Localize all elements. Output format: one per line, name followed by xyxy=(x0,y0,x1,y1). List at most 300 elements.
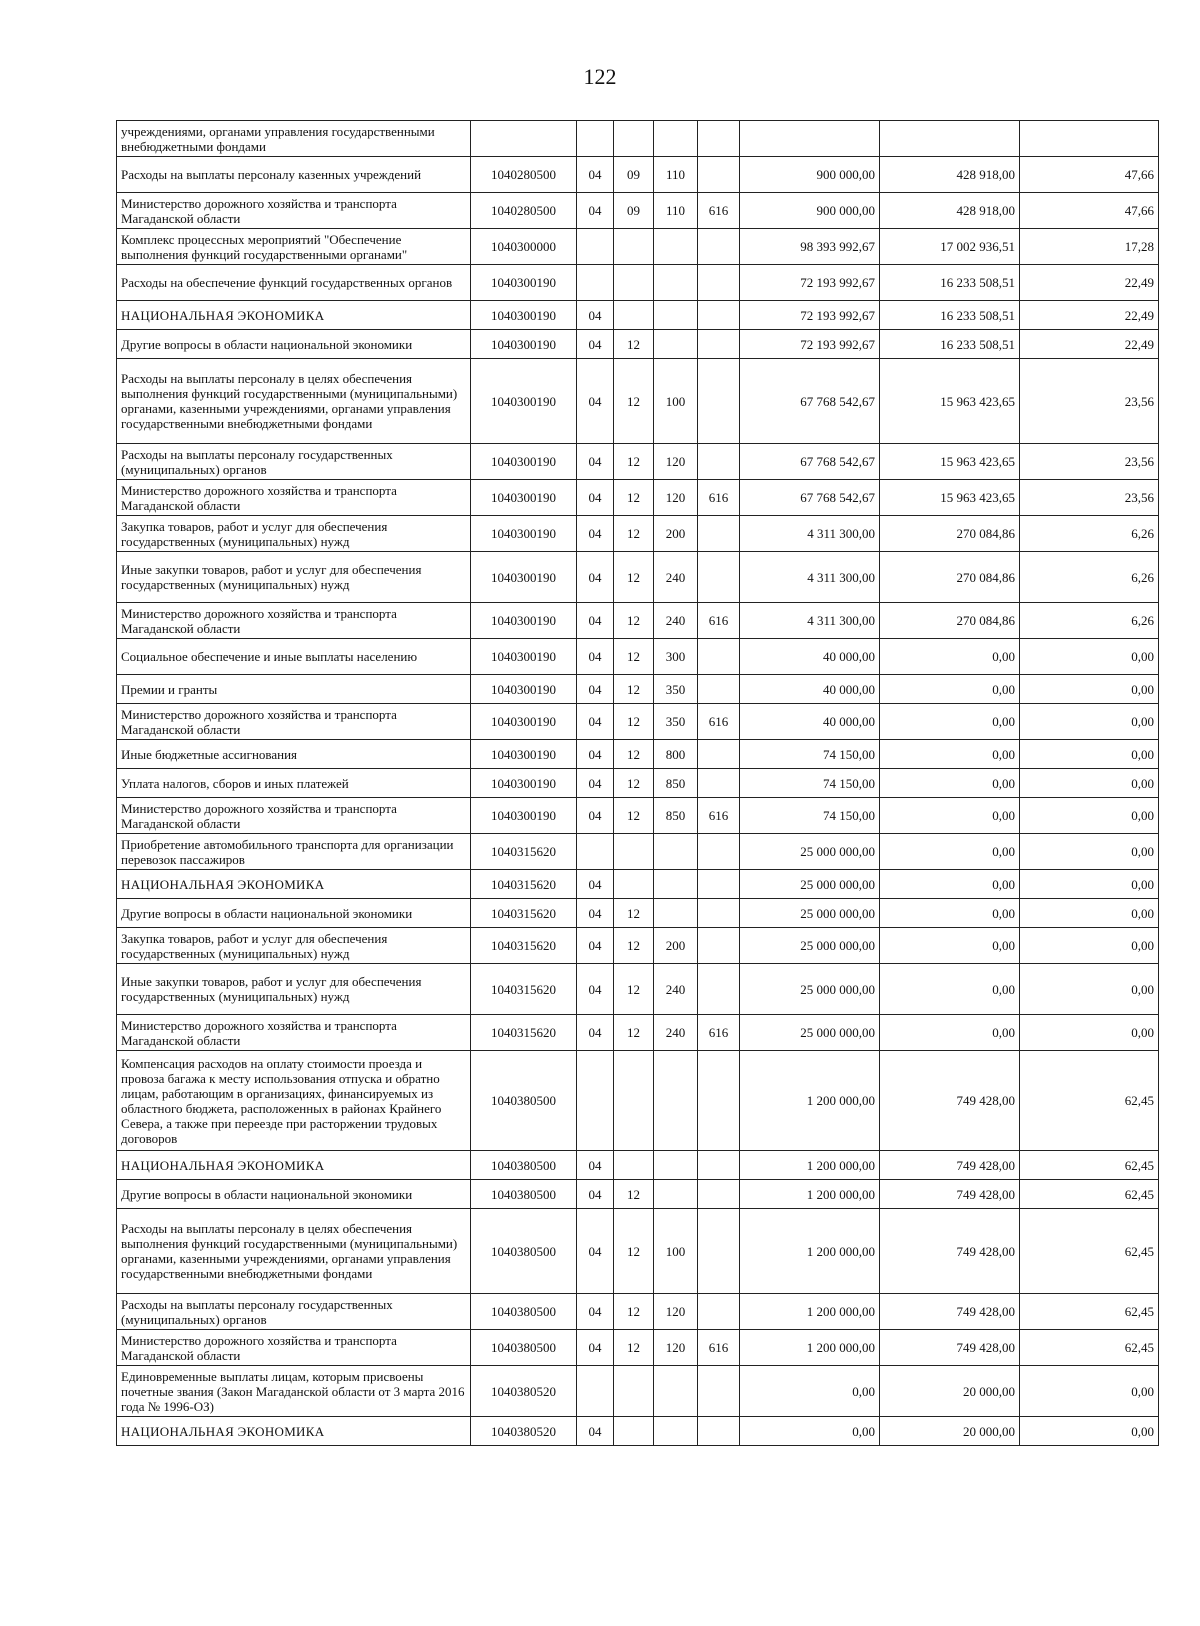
row-actual-amount: 0,00 xyxy=(880,870,1020,899)
row-subsection: 12 xyxy=(614,928,654,964)
row-expense-type: 120 xyxy=(654,1294,698,1330)
row-subsection: 09 xyxy=(614,157,654,193)
row-admin-code xyxy=(698,769,740,798)
row-subsection: 12 xyxy=(614,899,654,928)
table-row xyxy=(117,899,1159,928)
table-row xyxy=(117,480,1159,516)
row-subsection: 12 xyxy=(614,1015,654,1051)
row-plan-amount: 25 000 000,00 xyxy=(740,899,880,928)
row-plan-amount: 25 000 000,00 xyxy=(740,964,880,1015)
row-admin-code: 616 xyxy=(698,704,740,740)
row-actual-amount: 15 963 423,65 xyxy=(880,359,1020,444)
row-name: Расходы на выплаты персоналу в целях обеспечения выполнения функций государственными (муниципальными) органами, казенными учреждениями, органами управления государственными внебюджетными фондами xyxy=(117,359,471,444)
row-admin-code xyxy=(698,740,740,769)
table-row xyxy=(117,740,1159,769)
row-plan-amount: 25 000 000,00 xyxy=(740,834,880,870)
row-name: Комплекс процессных мероприятий "Обеспечение выполнения функций государственными органами" xyxy=(117,229,471,265)
row-code: 1040315620 xyxy=(471,899,577,928)
row-percent: 62,45 xyxy=(1020,1180,1159,1209)
row-percent: 0,00 xyxy=(1020,639,1159,675)
row-admin-code xyxy=(698,552,740,603)
row-plan-amount: 1 200 000,00 xyxy=(740,1330,880,1366)
table-row xyxy=(117,265,1159,301)
row-expense-type xyxy=(654,1151,698,1180)
table-row xyxy=(117,769,1159,798)
row-admin-code xyxy=(698,301,740,330)
row-expense-type: 200 xyxy=(654,516,698,552)
row-subsection xyxy=(614,870,654,899)
row-name: Другие вопросы в области национальной экономики xyxy=(117,330,471,359)
row-plan-amount: 67 768 542,67 xyxy=(740,444,880,480)
row-admin-code xyxy=(698,157,740,193)
row-plan-amount: 0,00 xyxy=(740,1366,880,1417)
row-section: 04 xyxy=(577,870,614,899)
row-subsection xyxy=(614,1151,654,1180)
row-actual-amount: 16 233 508,51 xyxy=(880,330,1020,359)
row-percent: 6,26 xyxy=(1020,552,1159,603)
row-percent: 62,45 xyxy=(1020,1294,1159,1330)
row-actual-amount: 0,00 xyxy=(880,928,1020,964)
row-actual-amount: 0,00 xyxy=(880,740,1020,769)
row-section: 04 xyxy=(577,1294,614,1330)
row-subsection xyxy=(614,834,654,870)
row-admin-code xyxy=(698,639,740,675)
row-expense-type: 300 xyxy=(654,639,698,675)
row-code: 1040300190 xyxy=(471,301,577,330)
row-code: 1040300190 xyxy=(471,639,577,675)
row-plan-amount: 98 393 992,67 xyxy=(740,229,880,265)
row-admin-code xyxy=(698,1180,740,1209)
table-row xyxy=(117,1417,1159,1446)
row-section xyxy=(577,229,614,265)
row-plan-amount: 74 150,00 xyxy=(740,769,880,798)
row-plan-amount: 900 000,00 xyxy=(740,157,880,193)
row-name: Министерство дорожного хозяйства и транспорта Магаданской области xyxy=(117,798,471,834)
row-code: 1040280500 xyxy=(471,157,577,193)
row-actual-amount: 17 002 936,51 xyxy=(880,229,1020,265)
row-plan-amount: 72 193 992,67 xyxy=(740,301,880,330)
row-percent: 23,56 xyxy=(1020,359,1159,444)
row-percent: 0,00 xyxy=(1020,899,1159,928)
row-percent: 6,26 xyxy=(1020,516,1159,552)
row-plan-amount: 4 311 300,00 xyxy=(740,516,880,552)
row-code: 1040300190 xyxy=(471,552,577,603)
row-actual-amount: 428 918,00 xyxy=(880,193,1020,229)
row-section: 04 xyxy=(577,1209,614,1294)
row-section: 04 xyxy=(577,964,614,1015)
row-expense-type: 100 xyxy=(654,1209,698,1294)
row-code: 1040380500 xyxy=(471,1151,577,1180)
row-name: Иные закупки товаров, работ и услуг для обеспечения государственных (муниципальных) нужд xyxy=(117,964,471,1015)
row-name: Единовременные выплаты лицам, которым присвоены почетные звания (Закон Магаданской области от 3 марта 2016 года № 1996-ОЗ) xyxy=(117,1366,471,1417)
row-expense-type xyxy=(654,1417,698,1446)
row-admin-code xyxy=(698,265,740,301)
row-expense-type xyxy=(654,265,698,301)
row-name: НАЦИОНАЛЬНАЯ ЭКОНОМИКА xyxy=(117,1417,471,1446)
row-expense-type xyxy=(654,870,698,899)
row-code: 1040300190 xyxy=(471,769,577,798)
row-plan-amount: 900 000,00 xyxy=(740,193,880,229)
row-name: Расходы на выплаты персоналу в целях обеспечения выполнения функций государственными (муниципальными) органами, казенными учреждениями, органами управления государственными внебюджетными фондами xyxy=(117,1209,471,1294)
table-row xyxy=(117,516,1159,552)
row-percent: 22,49 xyxy=(1020,265,1159,301)
row-percent: 0,00 xyxy=(1020,1366,1159,1417)
row-percent: 0,00 xyxy=(1020,964,1159,1015)
row-percent: 0,00 xyxy=(1020,704,1159,740)
row-expense-type: 350 xyxy=(654,675,698,704)
page-number: 122 xyxy=(583,64,617,89)
row-subsection: 12 xyxy=(614,330,654,359)
row-percent: 62,45 xyxy=(1020,1209,1159,1294)
row-admin-code xyxy=(698,359,740,444)
table-row xyxy=(117,1015,1159,1051)
row-actual-amount: 749 428,00 xyxy=(880,1051,1020,1151)
row-subsection: 12 xyxy=(614,1294,654,1330)
row-code: 1040300190 xyxy=(471,265,577,301)
row-actual-amount: 0,00 xyxy=(880,675,1020,704)
row-actual-amount: 270 084,86 xyxy=(880,516,1020,552)
row-admin-code xyxy=(698,330,740,359)
row-name: Уплата налогов, сборов и иных платежей xyxy=(117,769,471,798)
row-expense-type: 110 xyxy=(654,157,698,193)
row-section: 04 xyxy=(577,769,614,798)
row-expense-type xyxy=(654,330,698,359)
row-code: 1040315620 xyxy=(471,964,577,1015)
row-section: 04 xyxy=(577,516,614,552)
row-name: НАЦИОНАЛЬНАЯ ЭКОНОМИКА xyxy=(117,1151,471,1180)
row-subsection: 09 xyxy=(614,193,654,229)
table-row xyxy=(117,229,1159,265)
row-actual-amount: 0,00 xyxy=(880,704,1020,740)
row-expense-type: 120 xyxy=(654,480,698,516)
row-admin-code xyxy=(698,229,740,265)
row-subsection: 12 xyxy=(614,1209,654,1294)
row-section xyxy=(577,265,614,301)
row-percent: 0,00 xyxy=(1020,675,1159,704)
row-section: 04 xyxy=(577,301,614,330)
row-subsection: 12 xyxy=(614,964,654,1015)
row-percent: 47,66 xyxy=(1020,193,1159,229)
table-row xyxy=(117,834,1159,870)
row-percent: 47,66 xyxy=(1020,157,1159,193)
row-percent: 22,49 xyxy=(1020,330,1159,359)
row-percent xyxy=(1020,121,1159,157)
row-actual-amount: 0,00 xyxy=(880,798,1020,834)
row-admin-code xyxy=(698,444,740,480)
row-actual-amount: 749 428,00 xyxy=(880,1330,1020,1366)
row-code: 1040315620 xyxy=(471,1015,577,1051)
row-section: 04 xyxy=(577,1417,614,1446)
table-row xyxy=(117,301,1159,330)
row-percent: 0,00 xyxy=(1020,798,1159,834)
row-expense-type: 240 xyxy=(654,603,698,639)
row-section xyxy=(577,834,614,870)
row-expense-type xyxy=(654,899,698,928)
row-expense-type xyxy=(654,834,698,870)
table-row xyxy=(117,870,1159,899)
row-code: 1040280500 xyxy=(471,193,577,229)
row-percent: 0,00 xyxy=(1020,740,1159,769)
row-admin-code xyxy=(698,870,740,899)
row-actual-amount: 0,00 xyxy=(880,834,1020,870)
row-actual-amount: 0,00 xyxy=(880,899,1020,928)
row-expense-type: 200 xyxy=(654,928,698,964)
row-percent: 0,00 xyxy=(1020,870,1159,899)
row-name: Другие вопросы в области национальной экономики xyxy=(117,1180,471,1209)
row-plan-amount: 1 200 000,00 xyxy=(740,1294,880,1330)
row-percent: 0,00 xyxy=(1020,1015,1159,1051)
row-percent: 62,45 xyxy=(1020,1330,1159,1366)
row-name: Закупка товаров, работ и услуг для обеспечения государственных (муниципальных) нужд xyxy=(117,516,471,552)
row-section: 04 xyxy=(577,639,614,675)
row-actual-amount: 20 000,00 xyxy=(880,1417,1020,1446)
row-admin-code xyxy=(698,1294,740,1330)
row-expense-type: 240 xyxy=(654,964,698,1015)
row-actual-amount: 428 918,00 xyxy=(880,157,1020,193)
row-actual-amount: 749 428,00 xyxy=(880,1180,1020,1209)
row-expense-type xyxy=(654,1180,698,1209)
row-subsection xyxy=(614,1366,654,1417)
row-plan-amount: 1 200 000,00 xyxy=(740,1180,880,1209)
row-actual-amount: 16 233 508,51 xyxy=(880,301,1020,330)
table-row xyxy=(117,964,1159,1015)
row-name: Компенсация расходов на оплату стоимости проезда и провоза багажа к месту использования отпуска и обратно лицам, работающим в организациях, финансируемых из областного бюджета, расположенных в районах Крайнего Севера, а также при переезде при расторжении трудовых договоров xyxy=(117,1051,471,1151)
row-actual-amount: 15 963 423,65 xyxy=(880,480,1020,516)
table-row xyxy=(117,603,1159,639)
row-code: 1040315620 xyxy=(471,928,577,964)
row-name: Министерство дорожного хозяйства и транспорта Магаданской области xyxy=(117,704,471,740)
row-subsection xyxy=(614,121,654,157)
row-name: учреждениями, органами управления государственными внебюджетными фондами xyxy=(117,121,471,157)
row-expense-type: 850 xyxy=(654,798,698,834)
row-section xyxy=(577,121,614,157)
row-name: Расходы на обеспечение функций государственных органов xyxy=(117,265,471,301)
row-actual-amount: 0,00 xyxy=(880,769,1020,798)
row-expense-type: 240 xyxy=(654,1015,698,1051)
row-name: Иные бюджетные ассигнования xyxy=(117,740,471,769)
row-code: 1040300190 xyxy=(471,444,577,480)
row-expense-type xyxy=(654,121,698,157)
row-admin-code xyxy=(698,964,740,1015)
row-subsection xyxy=(614,1051,654,1151)
row-name: Министерство дорожного хозяйства и транспорта Магаданской области xyxy=(117,1015,471,1051)
row-plan-amount: 40 000,00 xyxy=(740,639,880,675)
row-percent: 17,28 xyxy=(1020,229,1159,265)
row-subsection: 12 xyxy=(614,675,654,704)
row-code: 1040315620 xyxy=(471,870,577,899)
row-actual-amount: 20 000,00 xyxy=(880,1366,1020,1417)
row-subsection: 12 xyxy=(614,1330,654,1366)
row-code: 1040300190 xyxy=(471,359,577,444)
row-expense-type: 120 xyxy=(654,444,698,480)
row-code: 1040380500 xyxy=(471,1330,577,1366)
row-plan-amount: 74 150,00 xyxy=(740,798,880,834)
table-row xyxy=(117,1151,1159,1180)
table-row xyxy=(117,330,1159,359)
row-admin-code: 616 xyxy=(698,798,740,834)
row-plan-amount: 25 000 000,00 xyxy=(740,928,880,964)
row-plan-amount: 40 000,00 xyxy=(740,704,880,740)
row-actual-amount: 15 963 423,65 xyxy=(880,444,1020,480)
row-subsection xyxy=(614,301,654,330)
row-admin-code xyxy=(698,1051,740,1151)
row-name: Социальное обеспечение и иные выплаты населению xyxy=(117,639,471,675)
row-code: 1040300190 xyxy=(471,516,577,552)
row-plan-amount xyxy=(740,121,880,157)
row-percent: 22,49 xyxy=(1020,301,1159,330)
row-name: Министерство дорожного хозяйства и транспорта Магаданской области xyxy=(117,603,471,639)
row-subsection: 12 xyxy=(614,359,654,444)
table-row xyxy=(117,1209,1159,1294)
row-actual-amount: 270 084,86 xyxy=(880,603,1020,639)
table-row xyxy=(117,359,1159,444)
row-code: 1040300190 xyxy=(471,330,577,359)
row-name: Расходы на выплаты персоналу государственных (муниципальных) органов xyxy=(117,1294,471,1330)
row-name: Министерство дорожного хозяйства и транспорта Магаданской области xyxy=(117,193,471,229)
row-name: Расходы на выплаты персоналу государственных (муниципальных) органов xyxy=(117,444,471,480)
row-expense-type: 350 xyxy=(654,704,698,740)
row-percent: 23,56 xyxy=(1020,480,1159,516)
row-code xyxy=(471,121,577,157)
table-row xyxy=(117,675,1159,704)
row-subsection: 12 xyxy=(614,480,654,516)
row-section: 04 xyxy=(577,675,614,704)
row-admin-code xyxy=(698,834,740,870)
row-admin-code xyxy=(698,1366,740,1417)
row-admin-code: 616 xyxy=(698,480,740,516)
row-actual-amount: 749 428,00 xyxy=(880,1294,1020,1330)
row-section: 04 xyxy=(577,193,614,229)
row-plan-amount: 72 193 992,67 xyxy=(740,265,880,301)
row-admin-code: 616 xyxy=(698,1015,740,1051)
row-admin-code xyxy=(698,1417,740,1446)
row-section: 04 xyxy=(577,480,614,516)
row-subsection: 12 xyxy=(614,444,654,480)
row-code: 1040380500 xyxy=(471,1294,577,1330)
row-percent: 0,00 xyxy=(1020,928,1159,964)
budget-table xyxy=(116,120,1159,1446)
row-section: 04 xyxy=(577,359,614,444)
row-admin-code xyxy=(698,928,740,964)
row-admin-code xyxy=(698,899,740,928)
row-code: 1040300000 xyxy=(471,229,577,265)
row-subsection xyxy=(614,229,654,265)
row-plan-amount: 74 150,00 xyxy=(740,740,880,769)
row-admin-code: 616 xyxy=(698,1330,740,1366)
row-admin-code: 616 xyxy=(698,193,740,229)
row-actual-amount: 270 084,86 xyxy=(880,552,1020,603)
row-subsection: 12 xyxy=(614,552,654,603)
row-actual-amount: 0,00 xyxy=(880,1015,1020,1051)
row-section: 04 xyxy=(577,330,614,359)
table-row xyxy=(117,1294,1159,1330)
table-row xyxy=(117,552,1159,603)
row-actual-amount: 0,00 xyxy=(880,639,1020,675)
row-code: 1040300190 xyxy=(471,480,577,516)
row-name: НАЦИОНАЛЬНАЯ ЭКОНОМИКА xyxy=(117,301,471,330)
row-code: 1040300190 xyxy=(471,704,577,740)
row-percent: 0,00 xyxy=(1020,769,1159,798)
row-subsection: 12 xyxy=(614,639,654,675)
row-section: 04 xyxy=(577,552,614,603)
row-plan-amount: 1 200 000,00 xyxy=(740,1051,880,1151)
row-plan-amount: 1 200 000,00 xyxy=(740,1151,880,1180)
row-subsection: 12 xyxy=(614,1180,654,1209)
row-code: 1040380500 xyxy=(471,1051,577,1151)
row-actual-amount: 0,00 xyxy=(880,964,1020,1015)
table-row xyxy=(117,1051,1159,1151)
table-row xyxy=(117,1366,1159,1417)
row-admin-code xyxy=(698,675,740,704)
row-expense-type: 850 xyxy=(654,769,698,798)
row-percent: 0,00 xyxy=(1020,834,1159,870)
row-admin-code xyxy=(698,121,740,157)
row-code: 1040300190 xyxy=(471,740,577,769)
row-section xyxy=(577,1366,614,1417)
row-plan-amount: 25 000 000,00 xyxy=(740,870,880,899)
table-row xyxy=(117,157,1159,193)
row-name: Премии и гранты xyxy=(117,675,471,704)
row-code: 1040300190 xyxy=(471,603,577,639)
row-section: 04 xyxy=(577,603,614,639)
row-percent: 62,45 xyxy=(1020,1151,1159,1180)
table-row xyxy=(117,704,1159,740)
row-section: 04 xyxy=(577,740,614,769)
row-actual-amount xyxy=(880,121,1020,157)
row-code: 1040380520 xyxy=(471,1366,577,1417)
row-code: 1040315620 xyxy=(471,834,577,870)
row-subsection: 12 xyxy=(614,603,654,639)
table-row xyxy=(117,928,1159,964)
table-row xyxy=(117,444,1159,480)
row-admin-code xyxy=(698,1209,740,1294)
row-subsection: 12 xyxy=(614,769,654,798)
row-actual-amount: 749 428,00 xyxy=(880,1209,1020,1294)
row-subsection: 12 xyxy=(614,516,654,552)
row-expense-type: 120 xyxy=(654,1330,698,1366)
row-section: 04 xyxy=(577,1180,614,1209)
row-actual-amount: 749 428,00 xyxy=(880,1151,1020,1180)
row-percent: 23,56 xyxy=(1020,444,1159,480)
row-name: НАЦИОНАЛЬНАЯ ЭКОНОМИКА xyxy=(117,870,471,899)
row-admin-code xyxy=(698,516,740,552)
table-row xyxy=(117,193,1159,229)
row-admin-code xyxy=(698,1151,740,1180)
row-code: 1040300190 xyxy=(471,675,577,704)
table-body xyxy=(117,121,1159,1446)
row-section: 04 xyxy=(577,1330,614,1366)
row-subsection: 12 xyxy=(614,798,654,834)
row-expense-type xyxy=(654,1366,698,1417)
row-expense-type xyxy=(654,229,698,265)
row-plan-amount: 1 200 000,00 xyxy=(740,1209,880,1294)
row-subsection xyxy=(614,265,654,301)
row-subsection: 12 xyxy=(614,704,654,740)
row-name: Министерство дорожного хозяйства и транспорта Магаданской области xyxy=(117,1330,471,1366)
row-section: 04 xyxy=(577,157,614,193)
row-section: 04 xyxy=(577,798,614,834)
row-expense-type xyxy=(654,1051,698,1151)
row-plan-amount: 4 311 300,00 xyxy=(740,603,880,639)
row-expense-type: 800 xyxy=(654,740,698,769)
row-plan-amount: 40 000,00 xyxy=(740,675,880,704)
row-plan-amount: 4 311 300,00 xyxy=(740,552,880,603)
row-subsection: 12 xyxy=(614,740,654,769)
row-percent: 0,00 xyxy=(1020,1417,1159,1446)
row-name: Министерство дорожного хозяйства и транспорта Магаданской области xyxy=(117,480,471,516)
row-section: 04 xyxy=(577,928,614,964)
row-code: 1040300190 xyxy=(471,798,577,834)
